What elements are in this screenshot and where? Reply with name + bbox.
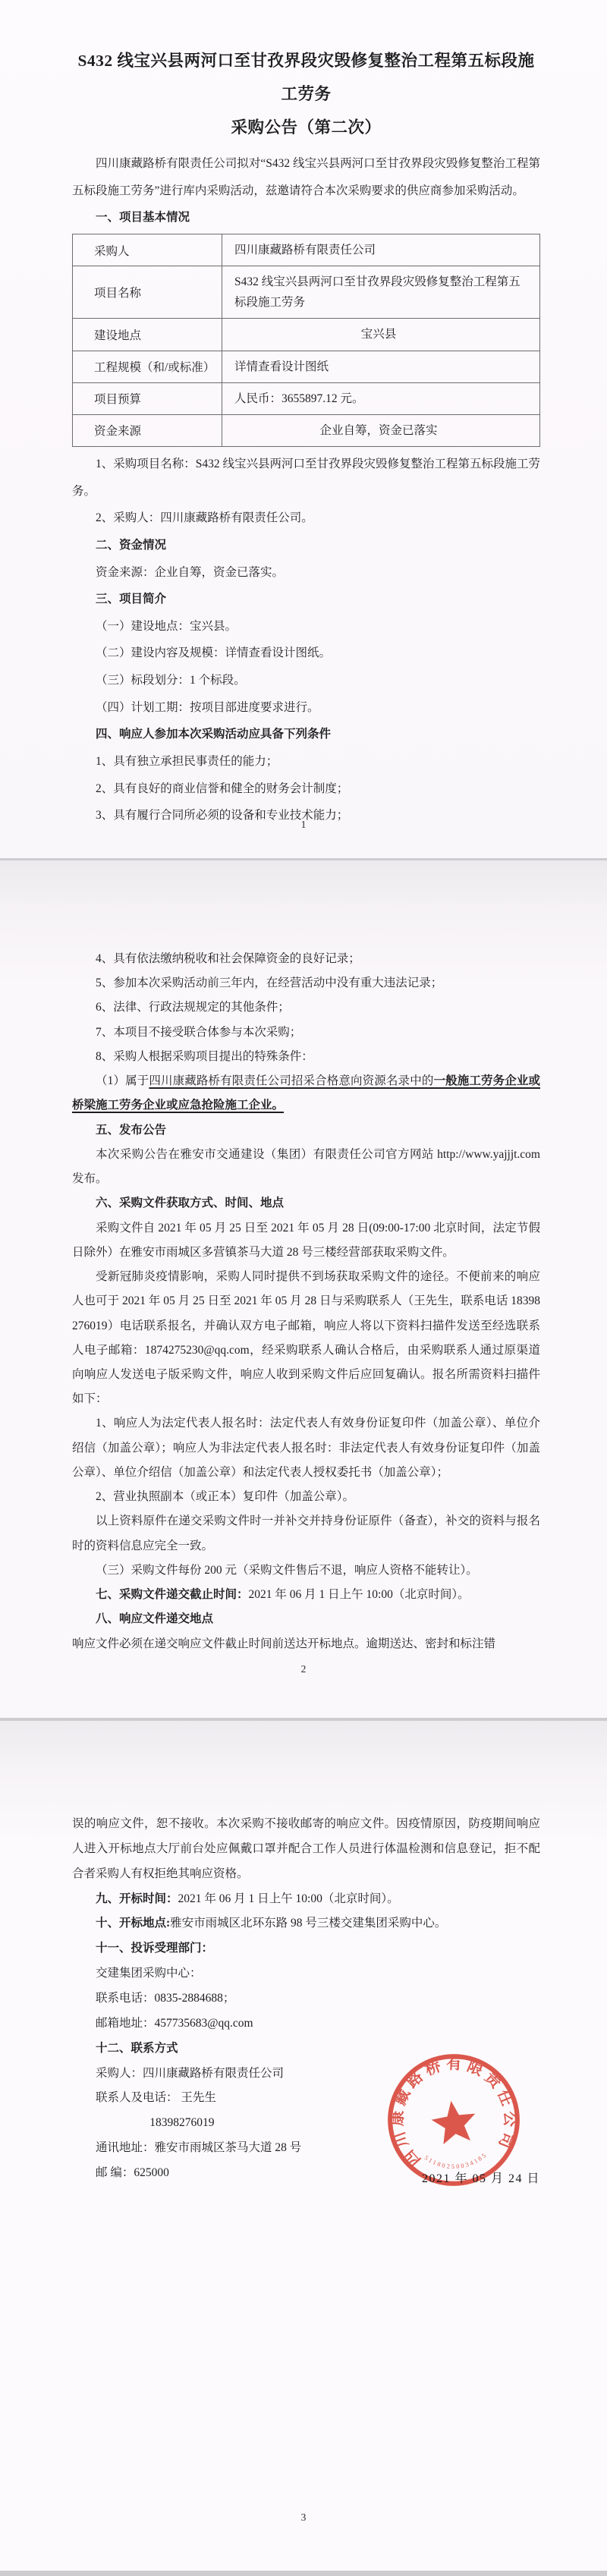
row-label: 资金来源 — [73, 414, 222, 446]
paragraph-condition-4: 4、具有依法缴纳税收和社会保障资金的良好记录； — [96, 952, 360, 965]
page-number-1: 1 — [300, 819, 307, 830]
paragraph-condition-1: 1、具有独立承担民事责任的能力； — [96, 755, 278, 769]
section-heading-8: 八、响应文件递交地点 — [96, 1612, 214, 1626]
row-label: 建设地点 — [73, 319, 222, 351]
paragraph-condition-6: 6、法律、行政法规规定的其他条件； — [96, 1001, 290, 1014]
paragraph-address: 通讯地址：雅安市雨城区茶马大道 28 号 — [96, 2141, 302, 2155]
section-heading-2: 二、资金情况 — [96, 538, 167, 552]
special-condition-underlined-bold: 一般施工劳务企业或桥梁施工劳务企业或应急抢险施工企业。 — [72, 1074, 540, 1112]
table-row-project-name — [73, 266, 540, 319]
seal-code-text: 51180250034185 — [423, 2151, 489, 2171]
row-value: S432 线宝兴县两河口至甘孜界段灾毁修复整治工程第五标段施工劳务 — [222, 266, 540, 319]
paragraph-delivery: 响应文件必须在递交响应文件截止时间前送达开标地点。逾期送达、密封和标注错 — [72, 1637, 496, 1650]
special-condition-prefix: （1）属于 — [96, 1074, 149, 1088]
seal-company-text: 四川康藏路桥有限责任公司 — [389, 2055, 518, 2169]
page-number-3: 3 — [300, 2512, 307, 2523]
paragraph-scale: （二）建设内容及规模：详情查看设计图纸。 — [96, 646, 332, 660]
paragraph-item2: 2、采购人：四川康藏路桥有限责任公司。 — [96, 511, 313, 525]
heading-7-label: 七、采购文件递交截止时间： — [96, 1588, 249, 1602]
row-label: 项目预算 — [73, 382, 222, 414]
document-title: S432 线宝兴县两河口至甘孜界段灾毁修复整治工程第五标段施工劳务 — [77, 52, 535, 104]
paragraph-condition-7: 7、本项目不接受联合体参与本次采购； — [96, 1025, 302, 1039]
heading-9-value: 2021 年 06 月 1 日上午 10:00（北京时间）。 — [178, 1892, 399, 1905]
paragraph-original-docs: 以上资料原件在递交采购文件时一并补交并持身份证原件（备查），补交的资料与报名时的资料信息应完全一致。 — [72, 1514, 540, 1552]
section-heading-3: 三、项目简介 — [96, 593, 167, 606]
section-heading-10 — [72, 1911, 540, 1936]
row-value: 详情查看设计图纸 — [222, 351, 540, 382]
paragraph-acquisition: 采购文件自 2021 年 05 月 25 日至 2021 年 05 月 28 日(09:00-17:00 北京时间，法定节假日除外）在雅安市雨城区多营镇茶马大道 28 号三楼经营部获取采购文件。 — [72, 1221, 540, 1259]
table-row-location — [73, 319, 540, 351]
paragraph-register-doc-1: 1、响应人为法定代表人报名时：法定代表人有效身份证复印件（加盖公章）、单位介绍信（加盖公章）；响应人为非法定代表人报名时：非法定代表人有效身份证复印件（加盖公章）、单位介绍信（加盖公章）和法定代表人授权委托书（加盖公章）； — [72, 1417, 540, 1479]
section-heading-7 — [72, 1583, 540, 1607]
paragraph-condition-8: 8、采购人根据采购项目提出的特殊条件： — [96, 1049, 313, 1063]
table-row-purchaser — [73, 234, 540, 266]
special-condition-underlined: 四川康藏路桥有限责任公司招采合格意向资源名录中的 — [149, 1074, 434, 1088]
table-row-scale — [73, 351, 540, 382]
page-1 — [0, 0, 607, 858]
seal-star-icon — [429, 2098, 479, 2146]
section-heading-4: 四、响应人参加本次采购活动应具备下列条件 — [96, 728, 332, 741]
paragraph-condition-3: 3、具有履行合同所必须的设备和专业技术能力； — [96, 809, 349, 822]
paragraph-buyer: 采购人：四川康藏路桥有限责任公司 — [96, 2066, 285, 2080]
paragraph-document-fee: （三）采购文件每份 200 元（采购文件售后不退，响应人资格不能转让）。 — [96, 1563, 478, 1577]
paragraph-contact-phone: 18398276019 — [149, 2116, 215, 2130]
heading-10-label: 十、开标地点: — [96, 1917, 171, 1930]
paragraph-delivery-continued: 误的响应文件，恕不接收。本次采购不接收邮寄的响应文件。因疫情原因，防疫期间响应人进入开标地点大厅前台处应佩戴口罩并配合工作人员进行体温检测和信息登记，拒不配合者采购人有权拒绝其响应资格。 — [72, 1817, 540, 1880]
paragraph-condition-5: 5、参加本次采购活动前三年内，在经营活动中没有重大违法记录； — [96, 977, 443, 990]
paragraph-schedule: （四）计划工期：按项目部进度要求进行。 — [96, 700, 319, 714]
project-info-table — [72, 234, 540, 447]
paragraph-complaint-email: 邮箱地址：457735683@qq.com — [96, 2016, 253, 2030]
paragraph-register-doc-2: 2、营业执照副本（或正本）复印件（加盖公章）。 — [96, 1490, 355, 1504]
paragraph-complaint-dept: 交建集团采购中心： — [96, 1967, 202, 1980]
paragraph-location: （一）建设地点：宝兴县。 — [96, 619, 237, 633]
heading-9-label: 九、开标时间： — [96, 1892, 178, 1905]
section-heading-6: 六、采购文件获取方式、时间、地点 — [96, 1197, 285, 1210]
paragraph-covid-registration: 受新冠肺炎疫情影响，采购人同时提供不到场获取采购文件的途径。不便前来的响应人也可于 2021 年 05 月 25 日至 2021 年 05 月 28 日与采购联系人（王先生，联系电话 18398276019）电话联系报名，并确认双方电子邮箱，响应人将以下资料扫描件发送至经选联系人电子邮箱：1874275230@qq.com，经采购联系人确认合格后，由采购联系人通过原渠道向响应人发送电子版采购文件，响应人收到采购文件后应回复确认。报名所需资料扫描件如下： — [72, 1270, 540, 1406]
paragraph-complaint-phone: 联系电话：0835-2884688； — [96, 1992, 235, 2005]
paragraph-publish: 本次采购公告在雅安市交通建设（集团）有限责任公司官方网站 http://www.yajjjt.com 发布。 — [72, 1147, 540, 1186]
section-heading-9 — [72, 1887, 540, 1912]
row-label: 采购人 — [73, 234, 222, 266]
document-subtitle: 采购公告（第二次） — [231, 118, 382, 137]
row-label: 项目名称 — [73, 266, 222, 319]
page-3 — [0, 1721, 607, 2571]
paragraph-special-condition — [72, 1069, 540, 1118]
paragraph-funding: 资金来源：企业自筹，资金已落实。 — [96, 565, 285, 579]
row-value: 企业自筹，资金已落实 — [222, 414, 540, 446]
paragraph-division: （三）标段划分：1 个标段。 — [96, 674, 246, 687]
row-value: 四川康藏路桥有限责任公司 — [222, 234, 540, 266]
heading-10-value: 雅安市雨城区北环东路 98 号三楼交建集团采购中心。 — [170, 1917, 447, 1930]
section-heading-5: 五、发布公告 — [96, 1123, 167, 1137]
row-value: 宝兴县 — [222, 319, 540, 351]
section-heading-12: 十二、联系方式 — [96, 2041, 178, 2055]
page-2 — [0, 860, 607, 1718]
paragraph-condition-2: 2、具有良好的商业信誉和健全的财务会计制度； — [96, 782, 349, 795]
page-number-2: 2 — [300, 1663, 307, 1675]
table-row-budget — [73, 382, 540, 414]
section-heading-1: 一、项目基本情况 — [96, 211, 190, 225]
paragraph-contact-person: 联系人及电话： 王先生 — [96, 2091, 216, 2105]
issue-date: 2021 年 05 月 24 日 — [422, 2172, 541, 2185]
table-row-funding — [73, 414, 540, 446]
section-heading-11: 十一、投诉受理部门： — [96, 1942, 214, 1955]
paragraph-zipcode: 邮 编：625000 — [96, 2166, 169, 2180]
intro-paragraph: 四川康藏路桥有限责任公司拟对“S432 线宝兴县两河口至甘孜界段灾毁修复整治工程第五标段施工劳务”进行库内采购活动，兹邀请符合本次采购要求的供应商参加采购活动。 — [72, 157, 540, 197]
paragraph-item1: 1、采购项目名称：S432 线宝兴县两河口至甘孜界段灾毁修复整治工程第五标段施工劳务。 — [72, 457, 540, 498]
row-label: 工程规模（和/或标准） — [73, 351, 222, 382]
heading-7-value: 2021 年 06 月 1 日上午 10:00（北京时间）。 — [248, 1588, 470, 1602]
row-value: 人民币：3655897.12 元。 — [222, 382, 540, 414]
